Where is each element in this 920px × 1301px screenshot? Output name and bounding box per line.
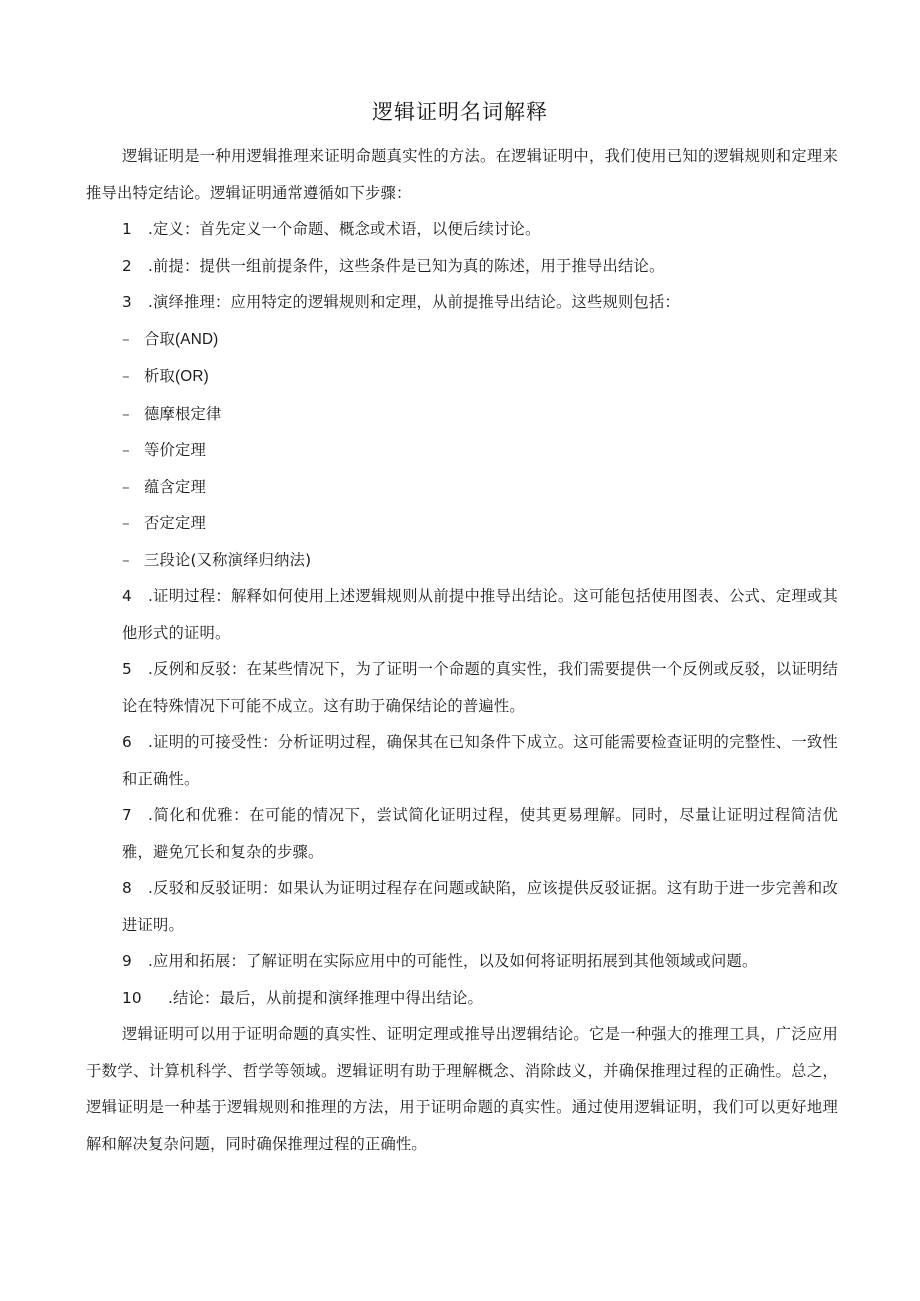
step-text: .反例和反驳：在某些情况下，为了证明一个命题的真实性，我们需要提供一个反例或反驳，以证明结论在特殊情况下可能不成立。这有助于确保结论的普遍性。 (122, 660, 838, 715)
step-number: 3 (122, 293, 132, 311)
rule-item-negation (86, 505, 838, 542)
step-number: 7 (122, 806, 132, 824)
step-number: 10 (122, 988, 142, 1007)
step-item-3 (86, 284, 838, 321)
rule-text: 合取(AND) (144, 330, 219, 348)
step-item-2 (86, 248, 838, 285)
step-text: .演绎推理：应用特定的逻辑规则和定理，从前提推导出结论。这些规则包括： (148, 293, 680, 311)
step-item-6 (86, 724, 838, 797)
rule-text: 蕴含定理 (144, 477, 206, 496)
intro-paragraph: 逻辑证明是一种用逻辑推理来证明命题真实性的方法。在逻辑证明中，我们使用已知的逻辑规则和定理来推导出特定结论。逻辑证明通常遵循如下步骤： (86, 147, 838, 202)
rule-text: 三段论(又称演绎归纳法) (144, 550, 312, 569)
rule-item-syllogism (86, 542, 838, 579)
dash-bullet-icon: – (122, 514, 130, 532)
step-item-4 (86, 578, 838, 651)
rule-text: 否定定理 (144, 514, 206, 532)
step-text: .前提：提供一组前提条件，这些条件是已知为真的陈述，用于推导出结论。 (148, 256, 665, 275)
dash-bullet-icon: – (122, 367, 130, 385)
rule-item-demorgan (86, 396, 838, 433)
dash-bullet-icon: – (122, 404, 130, 423)
step-text: .结论：最后，从前提和演绎推理中得出结论。 (168, 988, 484, 1007)
step-number: 6 (122, 733, 132, 751)
step-item-9 (86, 943, 838, 980)
step-text: .反驳和反驳证明：如果认为证明过程存在问题或缺陷，应该提供反驳证据。这有助于进一步完善和改进证明。 (122, 879, 838, 934)
step-number: 2 (122, 256, 132, 275)
rule-text: 等价定理 (144, 441, 206, 459)
step-text: .应用和拓展：了解证明在实际应用中的可能性，以及如何将证明拓展到其他领域或问题。 (148, 952, 758, 970)
conclusion-paragraph: 逻辑证明可以用于证明命题的真实性、证明定理或推导出逻辑结论。它是一种强大的推理工具，广泛应用于数学、计算机科学、哲学等领域。逻辑证明有助于理解概念、消除歧义，并确保推理过程的正确性。总之，逻辑证明是一种基于逻辑规则和推理的方法，用于证明命题的真实性。通过使用逻辑证明，我们可以更好地理解和解决复杂问题，同时确保推理过程的正确性。 (86, 1025, 838, 1153)
dash-bullet-icon: – (122, 477, 130, 496)
step-number: 1 (122, 220, 132, 238)
step-item-1 (86, 211, 838, 248)
step-item-8 (86, 870, 838, 943)
document-body (86, 138, 838, 1162)
rule-text: 析取(OR) (144, 368, 209, 385)
step-item-5 (86, 651, 838, 724)
dash-bullet-icon: – (122, 550, 130, 569)
dash-bullet-icon: – (122, 329, 130, 348)
step-item-10 (86, 980, 838, 1017)
rule-item-or (86, 358, 838, 396)
step-item-7 (86, 797, 838, 870)
step-number: 4 (122, 587, 132, 605)
step-text: .证明过程：解释如何使用上述逻辑规则从前提中推导出结论。这可能包括使用图表、公式、定理或其他形式的证明。 (122, 587, 838, 642)
step-number: 5 (122, 660, 132, 678)
document-title: 逻辑证明名词解释 (372, 100, 548, 124)
rule-item-and (86, 321, 838, 359)
rule-item-equivalence (86, 432, 838, 469)
step-number: 8 (122, 879, 132, 897)
rule-item-implication (86, 469, 838, 506)
step-text: .定义：首先定义一个命题、概念或术语，以便后续讨论。 (148, 220, 541, 238)
step-text: .简化和优雅：在可能的情况下，尝试简化证明过程，使其更易理解。同时，尽量让证明过程简洁优雅，避免冗长和复杂的步骤。 (122, 806, 838, 861)
rule-text: 德摩根定律 (144, 404, 222, 423)
step-text: .证明的可接受性：分析证明过程，确保其在已知条件下成立。这可能需要检查证明的完整性、一致性和正确性。 (122, 733, 838, 788)
dash-bullet-icon: – (122, 441, 130, 459)
step-number: 9 (122, 952, 132, 970)
